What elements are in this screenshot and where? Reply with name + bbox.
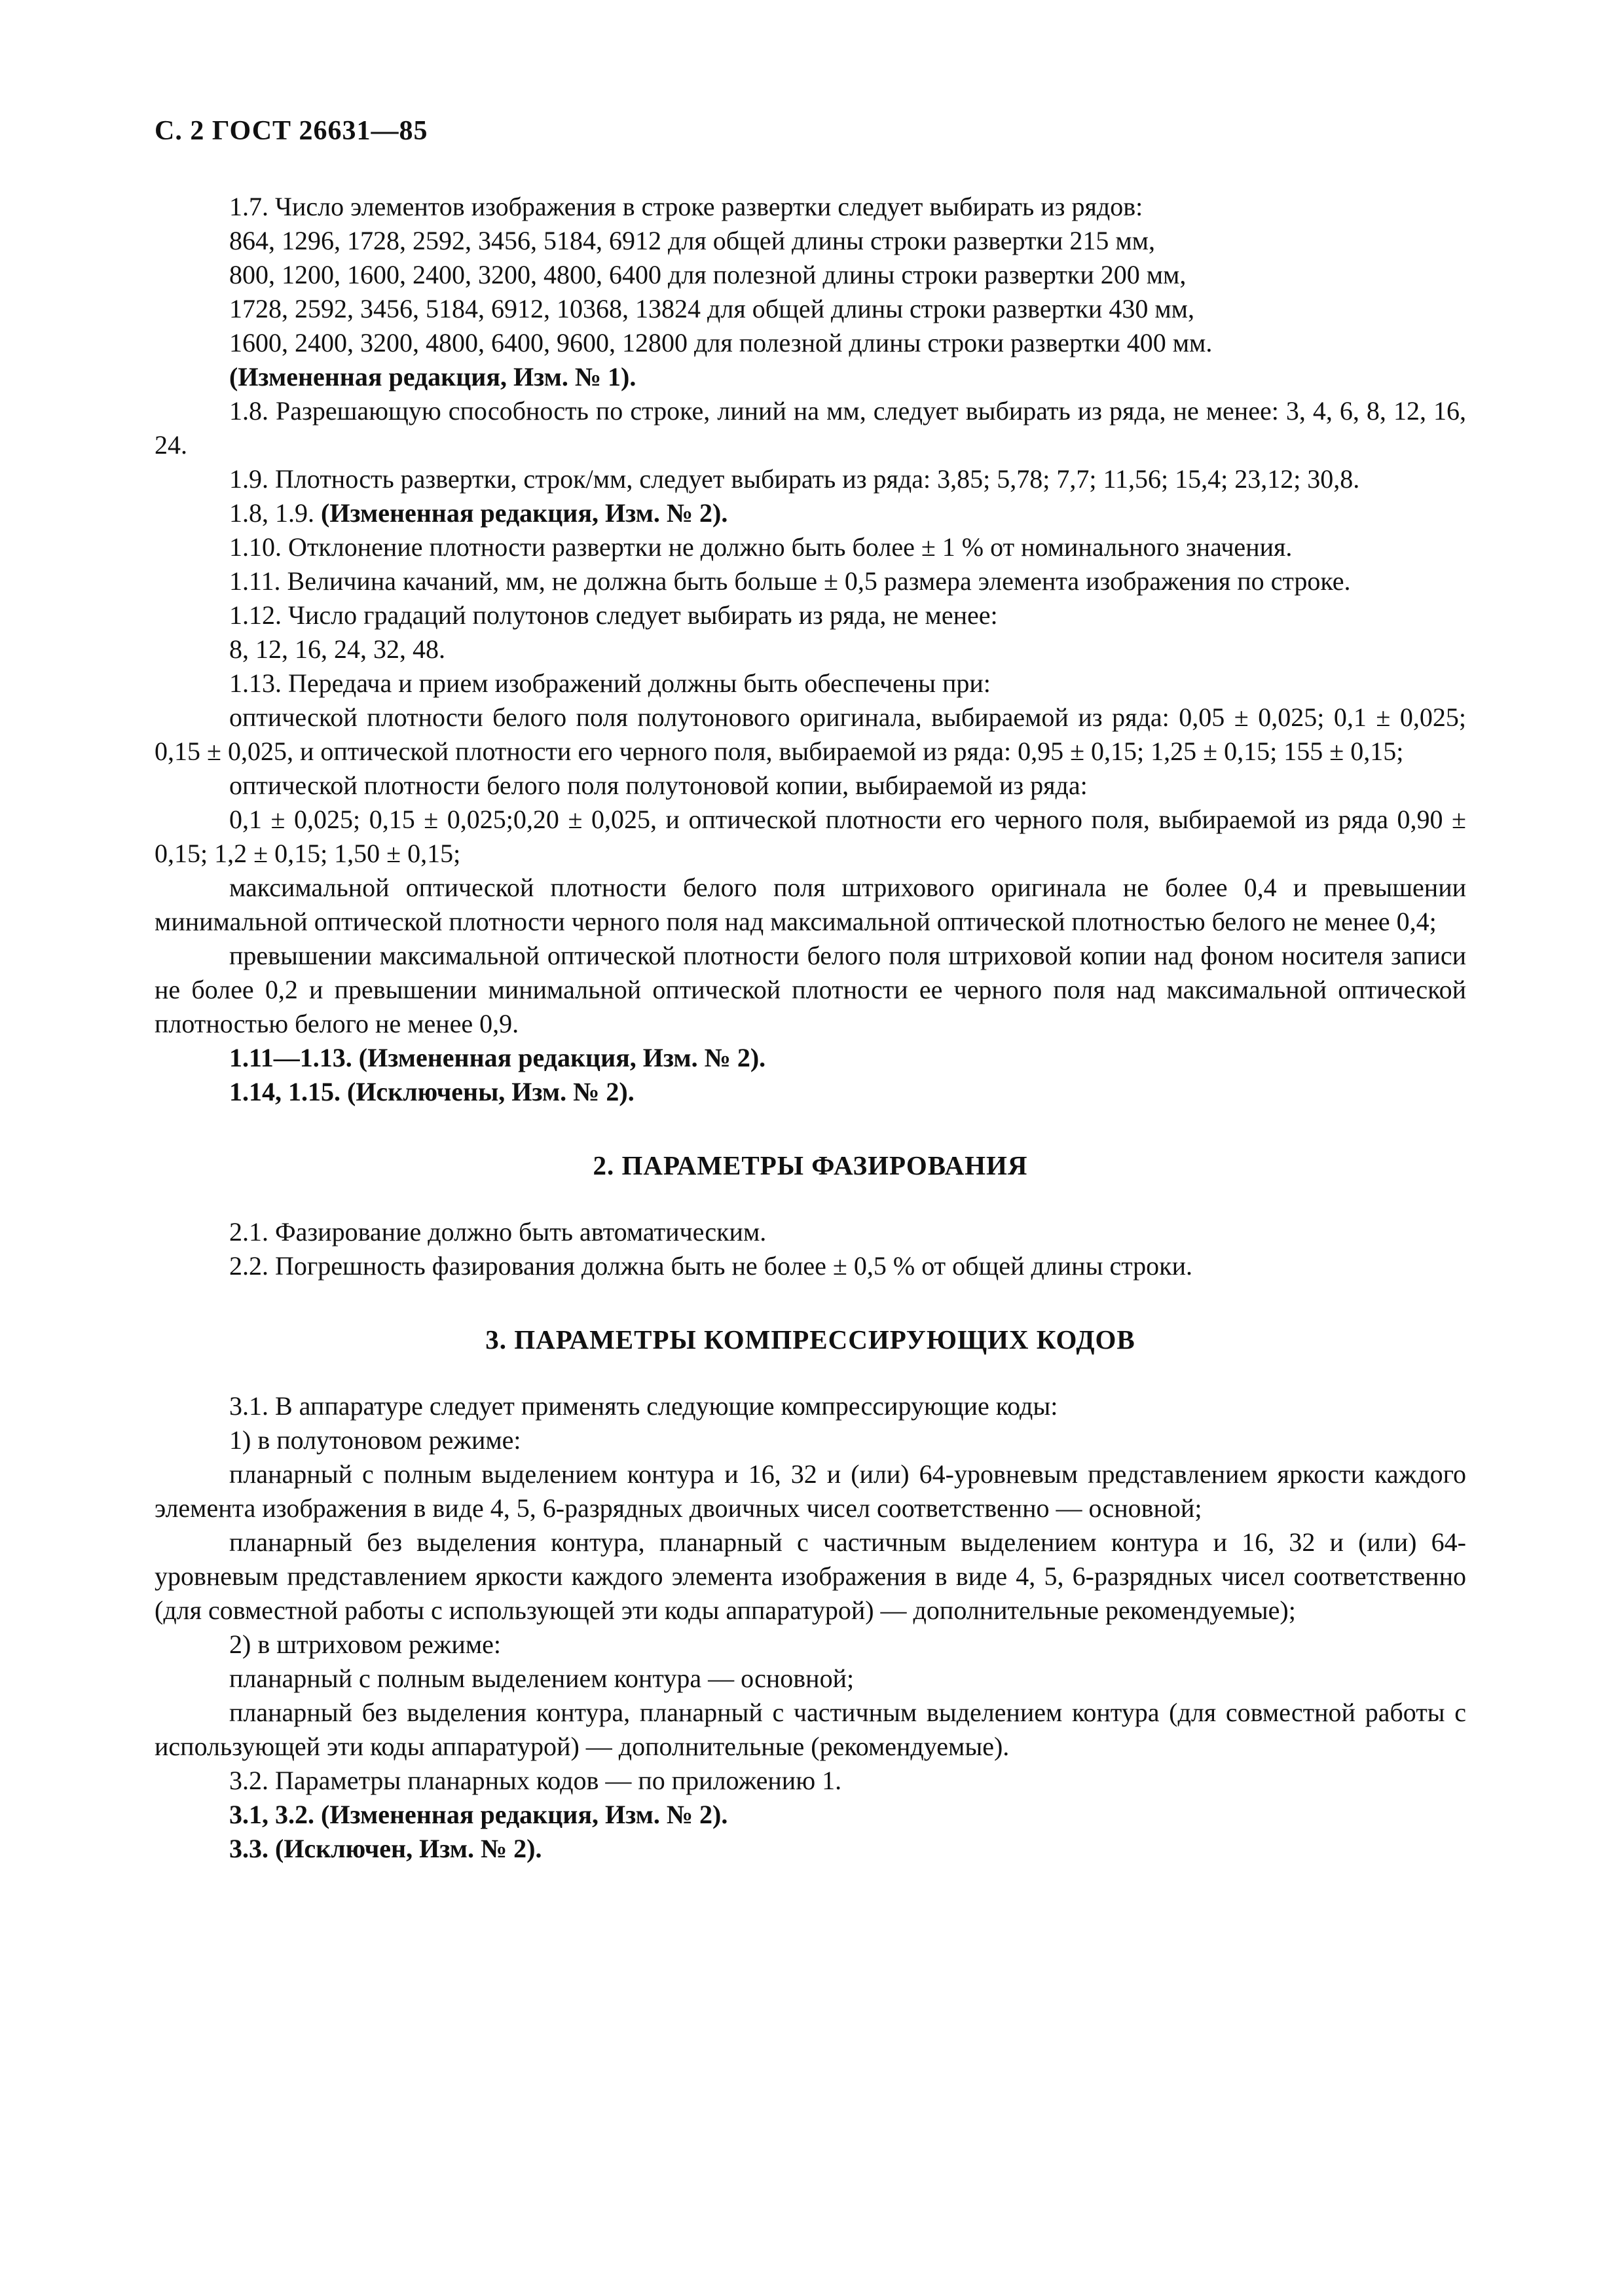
paragraph-text: планарный без выделения контура, планарный с частичным выделением контура и 16, 32 и (или) 64-уровневым представлением яркости каждого элемента изображения в виде 4, 5, 6-разрядных чисел соответственно (для совместной работы с использующей эти коды аппаратурой) — дополнительные рекомендуемые); [155, 1527, 1466, 1625]
paragraph [155, 1423, 1466, 1457]
paragraph-text: 0,1 ± 0,025; 0,15 ± 0,025;0,20 ± 0,025, и оптической плотности его черного поля, выбираемой из ряда 0,90 ± 0,15; 1,2 ± 0,15; 1,50 ± 0,15; [155, 805, 1466, 868]
paragraph-text: 3.1. В аппаратуре следует применять следующие компрессирующие коды: [229, 1391, 1058, 1421]
paragraph-text: 800, 1200, 1600, 2400, 3200, 4800, 6400 для полезной длины строки развертки 200 мм, [229, 260, 1187, 289]
paragraph-text: 1.8, 1.9. [229, 498, 321, 528]
paragraph-text: 8, 12, 16, 24, 32, 48. [229, 634, 445, 664]
page-header: С. 2 ГОСТ 26631—85 [155, 116, 428, 146]
paragraph [155, 1249, 1466, 1283]
paragraph [155, 530, 1466, 564]
paragraph-text: (Измененная редакция, Изм. № 1). [229, 362, 636, 392]
amendment-note: (Измененная редакция, Изм. № 2). [321, 498, 728, 528]
paragraph-text: 1.14, 1.15. (Исключены, Изм. № 2). [229, 1077, 635, 1106]
paragraph [155, 598, 1466, 632]
paragraph [155, 1628, 1466, 1662]
paragraph-text: 864, 1296, 1728, 2592, 3456, 5184, 6912 для общей длины строки развертки 215 мм, [229, 226, 1155, 255]
paragraph [155, 1457, 1466, 1525]
section-2-body [155, 1215, 1466, 1283]
paragraph [155, 1525, 1466, 1628]
paragraph [155, 1041, 1466, 1075]
paragraph [155, 871, 1466, 939]
paragraph-text: 1.7. Число элементов изображения в строке развертки следует выбирать из рядов: [229, 192, 1143, 221]
paragraph-text: 2.1. Фазирование должно быть автоматическим. [229, 1217, 767, 1247]
paragraph-text: планарный без выделения контура, планарный с частичным выделением контура (для совместной работы с использующей эти коды аппаратурой) — дополнительные (рекомендуемые). [155, 1698, 1466, 1761]
paragraph [155, 564, 1466, 598]
paragraph-text: 1.13. Передача и прием изображений должны быть обеспечены при: [229, 668, 991, 698]
document-body [155, 190, 1466, 1866]
paragraph-text: 3.3. (Исключен, Изм. № 2). [229, 1834, 542, 1863]
paragraph-text: 1.11—1.13. (Измененная редакция, Изм. № 2). [229, 1043, 766, 1072]
paragraph-text: 1.9. Плотность развертки, строк/мм, следует выбирать из ряда: 3,85; 5,78; 7,7; 11,56; 15,4; 23,12; 30,8. [229, 464, 1360, 494]
paragraph-text: планарный с полным выделением контура — основной; [229, 1664, 855, 1693]
paragraph [155, 1662, 1466, 1696]
paragraph-text: оптической плотности белого поля полутоновой копии, выбираемой из ряда: [229, 771, 1088, 800]
paragraph-text: планарный с полным выделением контура и 16, 32 и (или) 64-уровневым представлением яркости каждого элемента изображения в виде 4, 5, 6-разрядных двоичных чисел соответственно — основной; [155, 1459, 1466, 1523]
paragraph [155, 701, 1466, 769]
paragraph [155, 632, 1466, 666]
paragraph-text: 1) в полутоновом режиме: [229, 1425, 521, 1455]
paragraph [155, 939, 1466, 1041]
paragraph [155, 190, 1466, 224]
paragraph [155, 1075, 1466, 1109]
paragraph [155, 1389, 1466, 1423]
paragraph [155, 224, 1466, 258]
paragraph-text: 2) в штриховом режиме: [229, 1630, 501, 1659]
paragraph-text: 3.1, 3.2. (Измененная редакция, Изм. № 2). [229, 1800, 728, 1829]
paragraph-text: 1.11. Величина качаний, мм, не должна быть больше ± 0,5 размера элемента изображения по строке. [229, 566, 1351, 596]
section-1-body [155, 190, 1466, 1109]
paragraph [155, 360, 1466, 394]
paragraph [155, 1798, 1466, 1832]
paragraph [155, 1764, 1466, 1798]
paragraph [155, 1696, 1466, 1764]
paragraph [155, 769, 1466, 803]
paragraph [155, 462, 1466, 496]
paragraph-text: превышении максимальной оптической плотности белого поля штриховой копии над фоном носителя записи не более 0,2 и превышении минимальной оптической плотности ее черного поля над максимальной оптической плотностью белого не менее 0,9. [155, 941, 1466, 1038]
paragraph [155, 803, 1466, 871]
section-3-body [155, 1389, 1466, 1866]
paragraph [155, 292, 1466, 326]
paragraph [155, 496, 1466, 530]
paragraph-text: 1600, 2400, 3200, 4800, 6400, 9600, 12800 для полезной длины строки развертки 400 мм. [229, 328, 1213, 357]
paragraph [155, 1832, 1466, 1866]
paragraph [155, 326, 1466, 360]
paragraph-text: 1728, 2592, 3456, 5184, 6912, 10368, 13824 для общей длины строки развертки 430 мм, [229, 294, 1194, 323]
paragraph-text: 1.10. Отклонение плотности развертки не должно быть более ± 1 % от номинального значения. [229, 532, 1293, 562]
paragraph-text: 2.2. Погрешность фазирования должна быть не более ± 0,5 % от общей длины строки. [229, 1251, 1193, 1281]
paragraph-text: оптической плотности белого поля полутонового оригинала, выбираемой из ряда: 0,05 ± 0,025; 0,1 ± 0,025; 0,15 ± 0,025, и оптической плотности его черного поля, выбираемой из ряда: 0,95 ± 0,15; 1,25 ± 0,15; 155 ± 0,15; [155, 702, 1466, 766]
paragraph [155, 1215, 1466, 1249]
paragraph-text: максимальной оптической плотности белого поля штрихового оригинала не более 0,4 и превышении минимальной оптической плотности черного поля над максимальной оптической плотностью белого не менее 0,4; [155, 873, 1466, 936]
paragraph [155, 666, 1466, 701]
paragraph [155, 394, 1466, 462]
paragraph-text: 3.2. Параметры планарных кодов — по приложению 1. [229, 1766, 842, 1795]
paragraph-text: 1.8. Разрешающую способность по строке, линий на мм, следует выбирать из ряда, не менее: 3, 4, 6, 8, 12, 16, 24. [155, 396, 1466, 460]
section-2-title: 2. ПАРАМЕТРЫ ФАЗИРОВАНИЯ [593, 1150, 1028, 1180]
paragraph-text: 1.12. Число градаций полутонов следует выбирать из ряда, не менее: [229, 600, 998, 630]
section-3-title: 3. ПАРАМЕТРЫ КОМПРЕССИРУЮЩИХ КОДОВ [485, 1324, 1135, 1355]
paragraph [155, 258, 1466, 292]
